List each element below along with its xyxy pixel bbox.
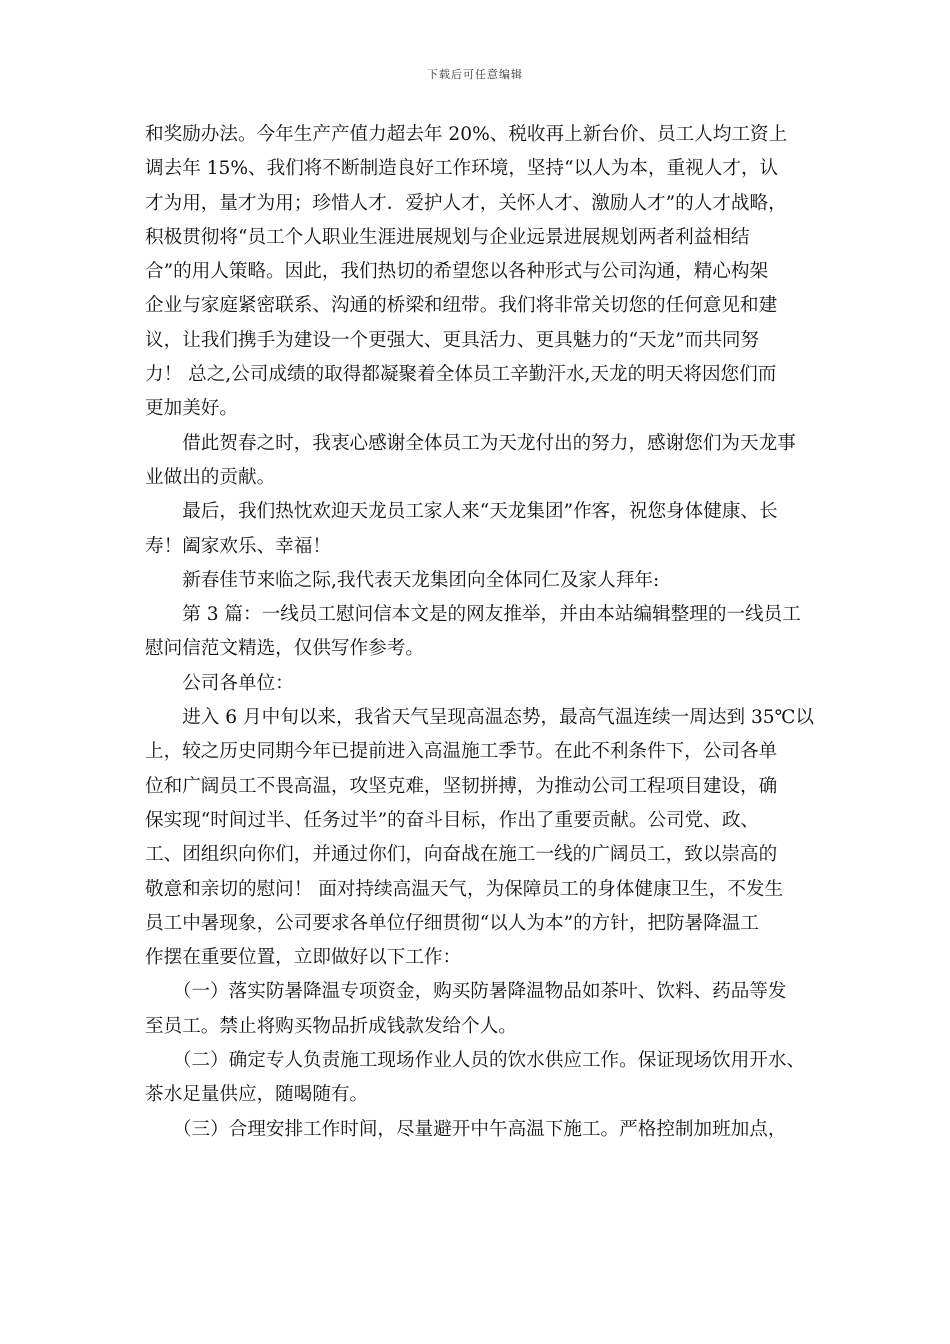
text-line: 才为用，量才为用；珍惜人才．爱护人才，关怀人才、激励人才”的人才战略， bbox=[145, 192, 787, 214]
text-line: 进入 6 月中旬以来，我省天气呈现高温态势，最高气温连续一周达到 35℃以 bbox=[145, 707, 815, 729]
text-line: 业做出的贡献。 bbox=[145, 466, 276, 488]
text-line: 调去年 15%、我们将不断制造良好工作环境，坚持“以人为本，重视人才，认 bbox=[145, 158, 779, 180]
text-line: 寿！阖家欢乐、幸福！ bbox=[145, 535, 331, 557]
text-line: 保实现“时间过半、任务过半”的奋斗目标，作出了重要贡献。公司党、政、 bbox=[145, 809, 760, 831]
text-line: 慰问信范文精选，仅供写作参考。 bbox=[145, 638, 424, 660]
text-line: 茶水足量供应，随喝随有。 bbox=[145, 1084, 369, 1106]
document-body bbox=[145, 118, 813, 1147]
text-line: 作摆在重要位置，立即做好以下工作： bbox=[145, 947, 462, 969]
text-line: 敬意和亲切的慰问！ 面对持续高温天气，为保障员工的身体健康卫生，不发生 bbox=[145, 878, 784, 900]
text-line: 工、团组织向你们，并通过你们，向奋战在施工一线的广阔员工，致以崇高的 bbox=[145, 844, 778, 866]
text-line: 位和广阔员工不畏高温，攻坚克难，坚韧拼搏，为推动公司工程项目建设，确 bbox=[145, 775, 778, 797]
text-line: 借此贺春之时，我衷心感谢全体员工为天龙付出的努力，感谢您们为天龙事 bbox=[145, 432, 796, 454]
text-line: 至员工。禁止将购买物品折成钱款发给个人。 bbox=[145, 1015, 517, 1037]
text-line: （三）合理安排工作时间，尽量避开中午高温下施工。严格控制加班加点， bbox=[145, 1118, 787, 1140]
page-header: 下载后可任意编辑 bbox=[427, 68, 523, 81]
text-line: 更加美好。 bbox=[145, 398, 238, 420]
text-line: 第 3 篇：一线员工慰问信本文是的网友推举，并由本站编辑整理的一线员工 bbox=[145, 604, 801, 626]
text-line: 议，让我们携手为建设一个更强大、更具活力、更具魅力的“天龙”而共同努 bbox=[145, 329, 760, 351]
text-line: 公司各单位： bbox=[145, 672, 294, 694]
text-line: 员工中暑现象，公司要求各单位仔细贯彻“以人为本”的方针，把防暑降温工 bbox=[145, 912, 760, 934]
text-line: 积极贯彻将“员工个人职业生涯进展规划与企业远景进展规划两者利益相结 bbox=[145, 226, 750, 248]
text-line: 新春佳节来临之际,我代表天龙集团向全体同仁及家人拜年: bbox=[145, 569, 660, 591]
text-line: 力！ 总之,公司成绩的取得都凝聚着全体员工辛勤汗水,天龙的明天将因您们而 bbox=[145, 364, 777, 386]
text-line: 和奖励办法。今年生产产值力超去年 20%、税收再上新台价、员工人均工资上 bbox=[145, 124, 788, 145]
text-line: 最后，我们热忱欢迎天龙员工家人来“天龙集团”作客，祝您身体健康、长 bbox=[145, 501, 778, 523]
text-line: （一）落实防暑降温专项资金，购买防暑降温物品如茶叶、饮料、药品等发 bbox=[145, 981, 787, 1003]
text-line: 上，较之历史同期今年已提前进入高温施工季节。在此不利条件下，公司各单 bbox=[145, 741, 778, 763]
text-line: 企业与家庭紧密联系、沟通的桥梁和纽带。我们将非常关切您的任何意见和建 bbox=[145, 295, 778, 317]
text-line: 合”的用人策略。因此，我们热切的希望您以各种形式与公司沟通，精心构架 bbox=[145, 261, 769, 283]
text-line: （二）确定专人负责施工现场作业人员的饮水供应工作。保证现场饮用开水、 bbox=[145, 1050, 806, 1072]
